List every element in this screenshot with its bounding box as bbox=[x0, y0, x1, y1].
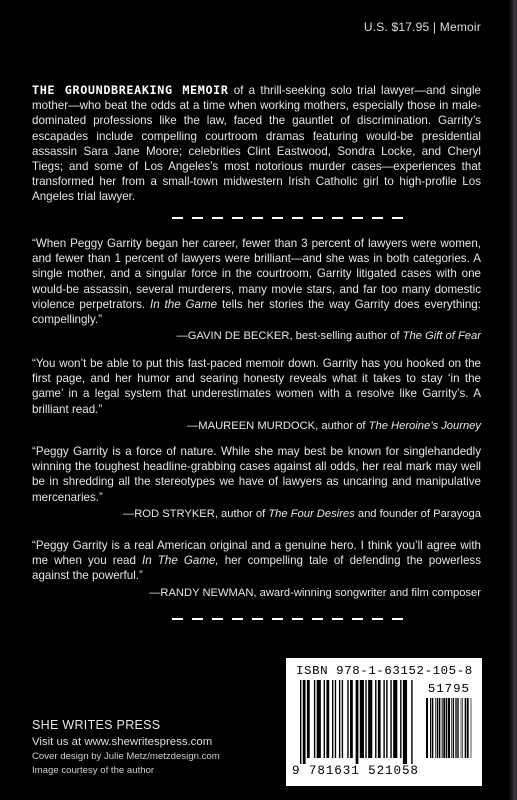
barcode-bar bbox=[335, 680, 336, 758]
barcode-bar bbox=[324, 680, 325, 758]
price-category-label: U.S. $17.95 | Memoir bbox=[363, 20, 481, 34]
divider-dashes-bottom bbox=[172, 618, 403, 620]
quote-text: “You won’t be able to put this fast-paced memoir down. Garrity has you hooked on the first page, and her humor and searing honesty reveals what it takes to stay ‘in the game’ in a legal system that underestimates women with a resolve like Garrity’s. A brilliant read.” bbox=[32, 357, 481, 416]
barcode-bar bbox=[451, 698, 452, 758]
barcode-bar bbox=[326, 680, 329, 758]
barcode-bar bbox=[461, 698, 462, 758]
barcode-bar bbox=[314, 680, 315, 758]
barcode-bar bbox=[303, 680, 306, 764]
barcode-bar bbox=[457, 698, 458, 758]
quote-text: “Peggy Garrity is a real American original and a genuine hero. I think you’ll agree with me when you read In The Game, her compelling tale of defending the powerless against the powerful.” bbox=[32, 539, 481, 583]
barcode-bar bbox=[446, 698, 447, 758]
barcode-bar bbox=[467, 698, 469, 758]
barcode-bar bbox=[375, 680, 376, 758]
intro-body-text: of a thrill-seeking solo trial lawyer—and single mother—who beat the odds at a time when working mothers, especially those in male-dominated professions like the law, faced the gauntlet of discrimination. Garrity’s escapades include compelling courtroom dramas featuring would-be presidential assassin Sara Jane Moore; celebrities Clint Eastwood, Sondra Locke, and Cheryl Tiegs; and some of Los Angeles’s most notorious murder cases—experiences that transformed her from a small-town midwestern Irish Catholic girl to high-profile Los Angeles trial lawyer. bbox=[32, 84, 481, 204]
endorsement-quote bbox=[32, 538, 481, 601]
barcode-bar bbox=[356, 680, 359, 764]
barcode-bar bbox=[383, 680, 384, 758]
barcode-bar bbox=[339, 680, 340, 758]
endorsement-quote bbox=[32, 236, 481, 344]
barcode-bar bbox=[390, 680, 391, 758]
barcode-bar bbox=[430, 698, 431, 758]
quote-text: “When Peggy Garrity began her career, fewer than 3 percent of lawyers were women, and fewer than 1 percent of lawyers were brilliant—and she was in both categories. A single mother, and a singular force in the courtroom, Garrity litigated cases with one would-be assassin, several murderers, many movie stars, and far too many domestic violence perpetrators. In the Game tells her stories the way Garrity does everything: compellingly.” bbox=[32, 237, 481, 327]
cover-edge-strip bbox=[508, 0, 517, 800]
barcode-bar bbox=[432, 698, 433, 758]
quote-attribution: —MAUREEN MURDOCK, author of The Heroine’s Journey bbox=[187, 419, 481, 432]
barcode-bar bbox=[453, 698, 454, 758]
barcode-bar bbox=[462, 698, 463, 758]
barcode-bar bbox=[332, 680, 333, 758]
barcode-bar bbox=[426, 698, 428, 758]
barcode-bar bbox=[441, 698, 442, 758]
barcode-bar bbox=[347, 680, 348, 758]
barcode-bar bbox=[471, 698, 472, 758]
barcode-bar bbox=[411, 680, 412, 764]
barcode-bar bbox=[317, 680, 321, 758]
barcode-bar bbox=[350, 680, 353, 758]
intro-paragraph bbox=[32, 83, 481, 205]
cover-design-credit: Cover design by Julie Metz/metzdesign.com bbox=[32, 751, 220, 762]
barcode-bar bbox=[403, 680, 407, 764]
ean-digits: 9 781631 521058 bbox=[292, 764, 419, 778]
barcode-bar bbox=[307, 680, 310, 758]
price-code: 51795 bbox=[427, 682, 470, 696]
quote-attribution: —ROD STRYKER, author of The Four Desires and founder of Parayoga bbox=[123, 507, 481, 520]
barcode-bar bbox=[437, 698, 438, 758]
intro-lead-text: THE GROUNDBREAKING MEMOIR bbox=[32, 83, 229, 97]
image-credit: Image courtesy of the author bbox=[32, 765, 155, 776]
barcode-bar bbox=[442, 698, 443, 758]
barcode-bar bbox=[300, 680, 301, 764]
addon-barcode bbox=[426, 698, 472, 764]
endorsement-quote bbox=[32, 444, 481, 522]
barcode-bar bbox=[439, 698, 440, 758]
barcode-bar bbox=[455, 698, 456, 758]
divider-dashes-top bbox=[172, 217, 403, 219]
barcode-bar bbox=[435, 698, 436, 758]
quote-attribution: —GAVIN DE BECKER, best-selling author of The Gift of Fear bbox=[176, 330, 481, 343]
barcode-bar bbox=[360, 680, 364, 758]
publisher-website: Visit us at www.shewritespress.com bbox=[32, 736, 213, 748]
barcode-bar bbox=[448, 698, 450, 758]
barcode-bar bbox=[465, 698, 466, 758]
quote-attribution: —RANDY NEWMAN, award-winning songwriter and film composer bbox=[149, 586, 481, 599]
endorsement-quote bbox=[32, 356, 481, 434]
barcode-bar bbox=[342, 680, 343, 758]
barcode-bar bbox=[368, 680, 372, 758]
barcode-label bbox=[286, 658, 482, 786]
barcode-bar bbox=[386, 680, 387, 758]
barcode-bar bbox=[393, 680, 397, 758]
barcode-bar bbox=[378, 680, 381, 758]
barcode-bar bbox=[365, 680, 366, 758]
isbn-number: ISBN 978-1-63152-105-8 bbox=[296, 664, 473, 678]
publisher-name: SHE WRITES PRESS bbox=[32, 718, 161, 732]
barcode-bar bbox=[400, 680, 401, 758]
ean-barcode bbox=[300, 680, 414, 764]
quote-text: “Peggy Garrity is a force of nature. While she may best be known for singlehandedly winning the toughest headline-grabbing cases against all odds, her real mark may well be in shredding all the stereotypes we have of lawyers as uncaring and manipulative mercenaries.” bbox=[32, 445, 481, 504]
barcode-bar bbox=[443, 698, 445, 758]
